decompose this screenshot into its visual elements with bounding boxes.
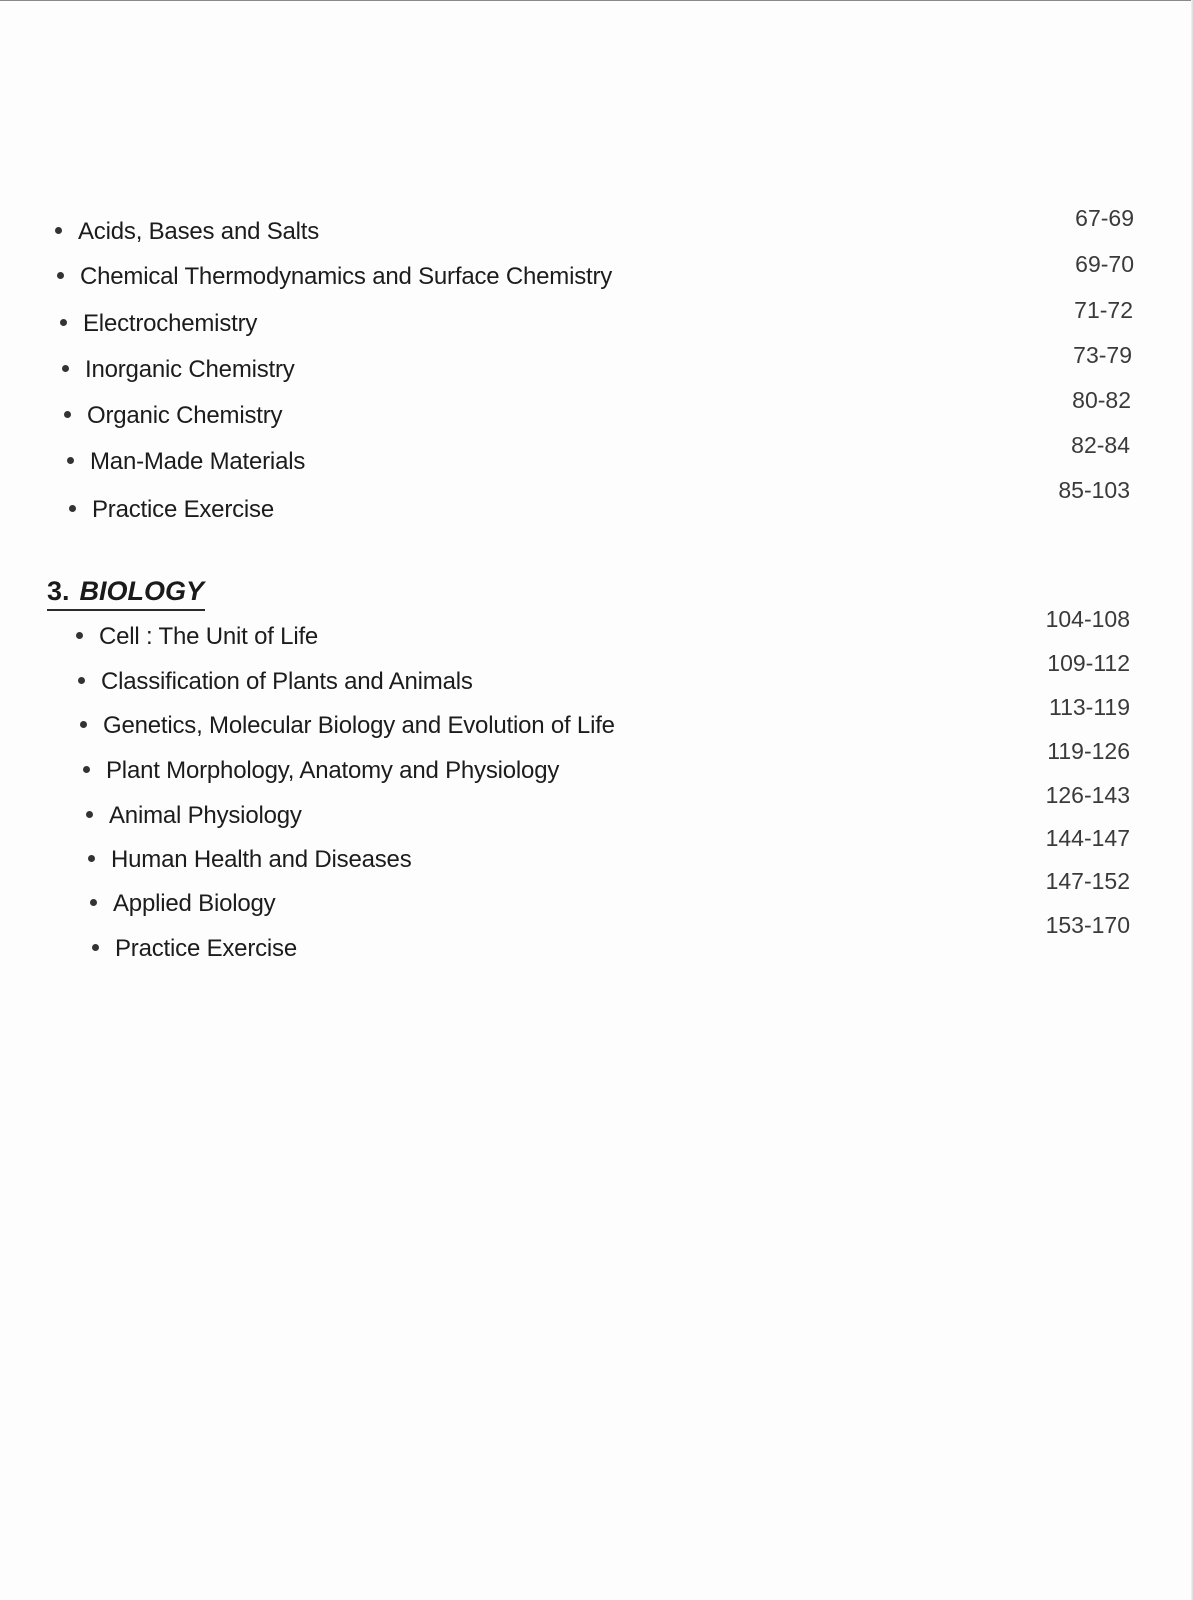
bullet-icon (64, 411, 71, 418)
section-number: 3. (47, 576, 70, 606)
toc-entry-title: Animal Physiology (109, 802, 302, 829)
toc-entry-electrochemistry (60, 310, 257, 338)
toc-entry-pages: 73-79 (1073, 342, 1132, 368)
toc-entry-title: Applied Biology (113, 890, 276, 917)
toc-entry-pages: 85-103 (1058, 477, 1130, 503)
toc-entry-organic-chemistry (64, 402, 282, 430)
toc-entry-pages: 153-170 (1045, 912, 1130, 938)
toc-entry-pages: 126-143 (1045, 782, 1130, 808)
bullet-icon (88, 855, 95, 862)
bullet-icon (83, 766, 90, 773)
toc-entry-title: Cell : The Unit of Life (99, 623, 319, 650)
toc-entry-practice-exercise-biology (92, 935, 297, 963)
toc-entry-pages: 67-69 (1075, 205, 1134, 231)
toc-entry-pages: 80-82 (1072, 387, 1131, 413)
section-title: BIOLOGY (79, 576, 205, 606)
toc-entry-title: Plant Morphology, Anatomy and Physiology (106, 757, 560, 784)
page-top-edge (0, 0, 1194, 1)
toc-entry-genetics (80, 712, 615, 740)
toc-entry-title: Acids, Bases and Salts (78, 218, 320, 245)
bullet-icon (90, 899, 97, 906)
toc-entry-applied-biology (90, 890, 275, 918)
bullet-icon (76, 632, 83, 639)
toc-entry-man-made-materials (67, 448, 305, 476)
toc-entry-classification (78, 668, 473, 696)
bullet-icon (67, 457, 74, 464)
toc-entry-pages: 147-152 (1045, 868, 1130, 894)
toc-entry-title: Man-Made Materials (90, 448, 306, 475)
toc-entry-pages: 109-112 (1047, 650, 1130, 676)
section-heading-underline (47, 609, 205, 611)
bullet-icon (62, 365, 69, 372)
bullet-icon (78, 677, 85, 684)
toc-entry-cell-unit-of-life (76, 623, 318, 651)
toc-entry-pages: 119-126 (1047, 738, 1130, 764)
toc-entry-title: Classification of Plants and Animals (101, 668, 473, 695)
toc-entry-practice-exercise-chemistry (69, 496, 274, 524)
toc-entry-pages: 144-147 (1045, 825, 1130, 851)
bullet-icon (55, 227, 62, 234)
toc-entry-title: Electrochemistry (83, 310, 258, 337)
toc-entry-pages: 113-119 (1049, 694, 1130, 720)
toc-entry-title: Practice Exercise (92, 496, 274, 523)
bullet-icon (92, 944, 99, 951)
toc-entry-pages: 71-72 (1074, 297, 1133, 323)
toc-entry-pages: 82-84 (1071, 432, 1130, 458)
section-heading-biology (47, 576, 204, 607)
toc-entry-chemical-thermodynamics (57, 263, 612, 291)
toc-entry-animal-physiology (86, 802, 302, 830)
toc-entry-pages: 104-108 (1045, 606, 1130, 632)
toc-entry-title: Genetics, Molecular Biology and Evolution of Life (103, 712, 615, 739)
toc-entry-inorganic-chemistry (62, 356, 295, 384)
bullet-icon (80, 721, 87, 728)
toc-entry-pages: 69-70 (1075, 251, 1134, 277)
bullet-icon (86, 811, 93, 818)
toc-entry-title: Human Health and Diseases (111, 846, 412, 873)
toc-entry-title: Inorganic Chemistry (85, 356, 295, 383)
bullet-icon (57, 272, 64, 279)
toc-entry-plant-morphology (83, 757, 559, 785)
toc-entry-title: Practice Exercise (115, 935, 297, 962)
toc-entry-acids-bases-salts (55, 218, 319, 246)
toc-entry-title: Chemical Thermodynamics and Surface Chemistry (80, 263, 613, 290)
bullet-icon (60, 319, 67, 326)
toc-entry-title: Organic Chemistry (87, 402, 283, 429)
bullet-icon (69, 505, 76, 512)
toc-entry-human-health (88, 846, 412, 874)
